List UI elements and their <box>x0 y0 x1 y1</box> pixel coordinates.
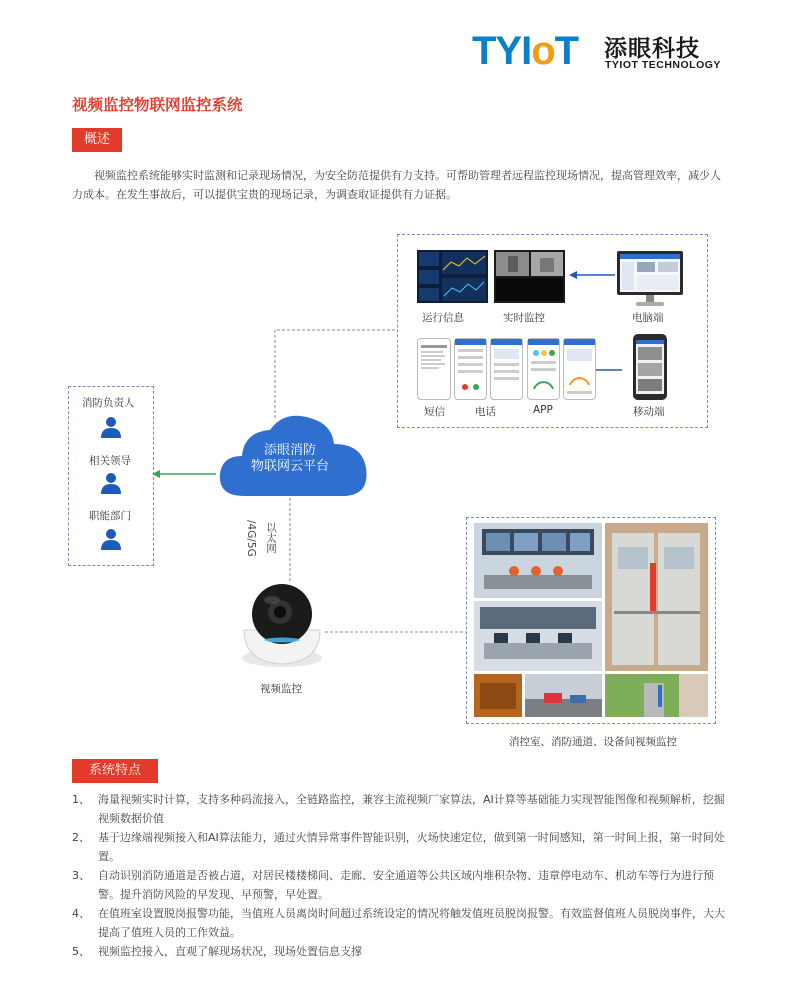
network-label-ethernet: 以太网 <box>265 522 277 554</box>
feature-item: 1、 海量视频实时计算，支持多种码流接入，全链路监控，兼容主流视频厂家算法，AI计算等基础能力实现智能图像和视频解析，挖掘视频数据价值 <box>72 793 725 825</box>
run-info-screen <box>417 250 488 303</box>
page-title: 视频监控物联网监控系统 <box>72 96 243 114</box>
feature-item: 3、 自动识别消防通道是否被占道，对居民楼楼梯间、走廊、安全通道等公共区域内堆积杂物、违章停电动车、机动车等行为进行预警。提升消防风险的早发现、早预警，早处置。 <box>72 869 714 901</box>
mobile-phone-icon <box>632 333 668 401</box>
features-list <box>72 790 732 961</box>
mobile-label: 移动端 <box>633 406 665 418</box>
app-screen <box>563 338 596 400</box>
app-label: APP <box>533 404 553 416</box>
app-screen <box>527 338 560 400</box>
logo-mark: TYIoT <box>472 29 579 73</box>
person-icon <box>99 528 123 550</box>
features-tag: 系统特点 <box>72 759 158 783</box>
phone-label: 电话 <box>475 406 496 418</box>
sms-label: 短信 <box>424 406 445 418</box>
person-label-department: 职能部门 <box>89 510 131 522</box>
overview-tag: 概述 <box>72 128 122 152</box>
company-name-en: TYIOT TECHNOLOGY <box>605 59 721 71</box>
network-label-4g5g: /4G/5G <box>245 520 257 557</box>
feature-item: 5、 视频监控接入，直观了解现场状况，现场处置信息支撑 <box>72 945 362 958</box>
pc-monitor-icon <box>616 250 684 308</box>
person-icon <box>99 472 123 494</box>
camera-label: 视频监控 <box>260 683 302 695</box>
phone-call-screen <box>490 338 523 400</box>
feature-item: 4、 在值班室设置脱岗报警功能，当值班人员离岗时间超过系统设定的情况将触发值班员脱岗报警。有效监督值班人员脱岗事件，大大提高了值班人员的工作效益。 <box>72 907 725 939</box>
person-icon <box>99 416 123 438</box>
run-info-label: 运行信息 <box>422 312 464 324</box>
phone-call-screen <box>454 338 487 400</box>
site-photos-caption: 消控室、消防通道、设备间视频监控 <box>509 736 677 748</box>
person-label-fire-chief: 消防负责人 <box>82 397 135 409</box>
realtime-monitor-label: 实时监控 <box>503 312 545 324</box>
sms-screen <box>417 338 451 400</box>
cloud-platform-label: 添眼消防 物联网云平台 <box>250 443 329 474</box>
realtime-monitor-screen <box>494 250 565 303</box>
person-label-leader: 相关领导 <box>89 455 131 467</box>
feature-item: 2、 基于边缘端视频接入和AI算法能力，通过火情异常事件智能识别，火场快速定位，做到第一时间感知，第一时间上报，第一时间处置。 <box>72 831 725 863</box>
company-name-cn: 添眼科技 <box>604 36 700 62</box>
camera-icon <box>236 578 328 670</box>
overview-text: 视频监控系统能够实时监测和记录现场情况，为安全防范提供有力支持。可帮助管理者远程监控现场情况，提高管理效率，减少人力成本。在发生事故后，可以提供宝贵的现场记录，为调查取证提供有力证据。 <box>72 169 721 201</box>
site-photos-collage <box>474 523 708 717</box>
pc-label: 电脑端 <box>632 312 664 324</box>
